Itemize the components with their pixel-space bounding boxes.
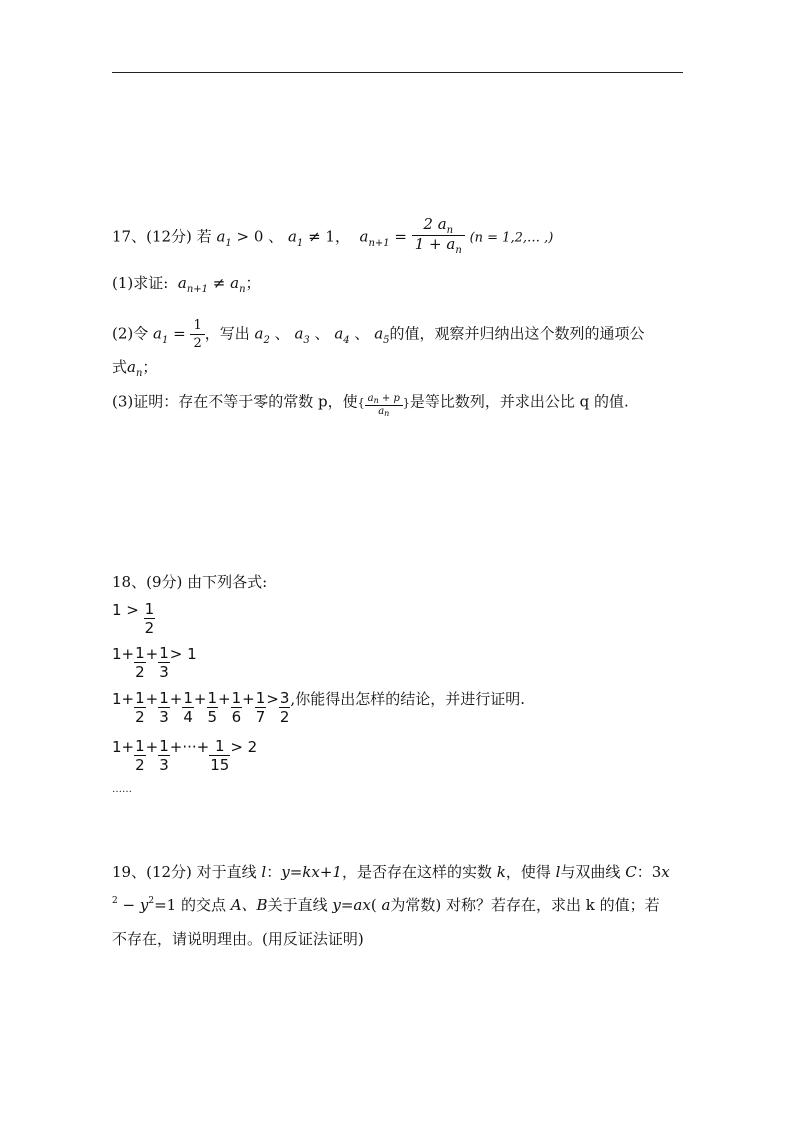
ellipsis: ……: [112, 784, 132, 795]
fraction-numerator: 1: [135, 737, 145, 755]
fraction-denominator: a: [378, 406, 385, 417]
subscript: 1: [225, 237, 232, 249]
fraction: [207, 689, 219, 726]
var-a: a: [230, 274, 240, 292]
var-a: a: [334, 324, 344, 343]
fraction-denominator: 7: [255, 708, 266, 726]
brace: }: [402, 396, 410, 410]
fraction-denominator: 2: [279, 708, 290, 726]
relation: ≠: [208, 274, 231, 292]
var-a: a: [153, 324, 162, 343]
text: ：3: [636, 863, 662, 881]
part-label: (2)令: [112, 324, 149, 343]
fraction: [134, 644, 146, 681]
text: 1+: [112, 690, 135, 708]
fraction-numerator: 2 a: [423, 215, 447, 233]
subscript: 4: [343, 334, 350, 346]
q18-line4: [112, 737, 257, 774]
plus: +: [145, 645, 159, 663]
plus: +: [145, 738, 159, 756]
subscript: 1: [296, 237, 304, 249]
separator: 、: [349, 324, 370, 343]
q17-label: 17、(12分) 若: [112, 227, 212, 246]
q18-line2: [112, 644, 197, 681]
fraction-numerator: 1: [209, 737, 230, 756]
fraction-denominator: 2: [144, 619, 155, 637]
greater-than: >: [266, 690, 279, 708]
q18-line3: [112, 689, 525, 726]
fraction-denominator: 3: [159, 708, 169, 726]
text: ，是否存在这样的实数: [341, 863, 497, 881]
q18-label: 18、(9分) 由下列各式:: [112, 573, 268, 591]
plus: +: [169, 690, 183, 708]
half-fraction: [190, 317, 204, 352]
fraction: [279, 689, 291, 726]
fraction-denominator: 1 + a: [414, 235, 456, 253]
fraction: [158, 644, 170, 681]
q17-part1: [112, 273, 261, 296]
fraction-numerator: 1: [159, 644, 169, 662]
text: ，写出: [204, 324, 250, 343]
text: > 2: [230, 738, 258, 756]
text: ，使得: [505, 863, 556, 881]
text: 1 >: [112, 601, 139, 619]
fraction-denominator: 3: [159, 756, 169, 774]
fraction: [255, 689, 267, 726]
text: 为常数) 对称？若存在，求出 k 的值；若: [390, 896, 660, 914]
fraction: [231, 689, 243, 726]
fraction-numerator: 1: [255, 689, 266, 707]
plus: +: [145, 690, 159, 708]
fraction-numerator: 1: [159, 689, 169, 707]
equals: =: [168, 324, 191, 343]
separator: 、: [309, 324, 330, 343]
subscript: 2: [263, 334, 270, 346]
var-a: a: [374, 324, 384, 343]
subscript: n: [239, 284, 246, 295]
fraction-denominator: 2: [135, 663, 145, 681]
var-a: a: [294, 324, 304, 343]
fraction-numerator: 1: [135, 644, 145, 662]
fraction: [209, 737, 230, 774]
fraction-numerator: 1: [183, 689, 193, 707]
fraction-numerator-rest: + p: [378, 393, 400, 404]
fraction-denominator: 2: [193, 336, 202, 351]
fraction-numerator: 1: [231, 689, 242, 707]
q17-part3: [112, 390, 629, 418]
subscript: n: [455, 245, 462, 256]
text: ：: [266, 863, 282, 881]
header-rule: [112, 72, 683, 73]
fraction-denominator: 15: [210, 756, 230, 774]
q17-part2: [112, 317, 645, 352]
subscript: n: [446, 225, 454, 236]
fraction-denominator: 6: [231, 708, 242, 726]
text: 与双曲线: [560, 863, 626, 881]
part-label: (3)证明：存在不等于零的常数 p，使: [112, 392, 358, 411]
fraction-numerator: 1: [159, 737, 169, 755]
subscript: n: [373, 396, 379, 405]
text: 不存在，请说明理由。(用反证法证明): [112, 930, 364, 948]
subscript: n+1: [368, 237, 390, 249]
superscript: 2: [148, 896, 155, 906]
var-a: a: [216, 227, 226, 246]
q17-part2-cont: [112, 357, 157, 380]
punctuation: ；: [245, 274, 261, 292]
fraction-numerator: 1: [190, 317, 204, 335]
recurrence-fraction: [412, 216, 465, 255]
fraction-denominator: 5: [207, 708, 218, 726]
subscript: n: [135, 368, 143, 379]
fraction-denominator: 3: [159, 663, 169, 681]
ratio-fraction: [365, 393, 403, 418]
q18-statement: [112, 572, 267, 592]
plus: +: [193, 690, 207, 708]
fraction: [158, 689, 170, 726]
fraction: [182, 689, 194, 726]
subscript: n+1: [186, 284, 208, 295]
var-y: − y: [117, 896, 149, 914]
text: 是等比数列，并求出公比 q 的值.: [409, 392, 629, 411]
fraction-denominator: 2: [135, 708, 145, 726]
var-l: l: [261, 863, 267, 881]
fraction-denominator: 4: [183, 708, 193, 726]
fraction: [134, 689, 146, 726]
var-x: x: [661, 863, 670, 881]
var-l: l: [555, 863, 561, 881]
question-text: ,你能得出怎样的结论，并进行证明.: [290, 690, 525, 708]
punctuation: ；: [142, 358, 158, 376]
fraction-numerator: a: [367, 393, 374, 404]
subscript: n: [384, 409, 390, 418]
separator: 、: [269, 324, 290, 343]
fraction: [134, 737, 146, 774]
var-a: a: [127, 358, 136, 376]
var-a: a: [254, 324, 264, 343]
subscript: 3: [303, 334, 310, 346]
fraction-sum: [134, 689, 266, 726]
relation: ≠ 1，: [303, 227, 350, 246]
fraction: [158, 737, 170, 774]
var-a: a: [381, 896, 391, 914]
fraction: [144, 600, 156, 637]
q17-statement: [112, 215, 554, 257]
fraction-denominator: 2: [135, 756, 145, 774]
text: 的值，观察并归纳出这个数列的通项公: [389, 324, 645, 343]
fraction-numerator: 1: [144, 600, 155, 618]
text: 式: [112, 358, 128, 376]
var-a: a: [287, 227, 297, 246]
text: > 1: [169, 645, 197, 663]
text: (: [370, 896, 382, 914]
fraction-numerator: 3: [279, 689, 290, 707]
relation: > 0 、: [231, 227, 284, 246]
var-a: a: [177, 274, 187, 292]
q18-line1: [112, 600, 155, 637]
var-c: C: [625, 863, 637, 881]
equals: =: [389, 227, 412, 246]
points-ab: A、B: [230, 896, 268, 914]
plus: +: [218, 690, 231, 708]
ellipsis-plus: +···+: [169, 738, 210, 756]
q19-line2: [112, 895, 660, 918]
line-equation: y=kx+1: [281, 863, 342, 881]
fraction-numerator: 1: [207, 689, 218, 707]
q19-label: 19、(12分) 对于直线: [112, 863, 262, 881]
text: =1 的交点: [154, 896, 231, 914]
subscript: 1: [161, 334, 169, 346]
index-range: (n = 1,2,… ,): [469, 230, 554, 246]
plus: +: [242, 690, 255, 708]
superscript: 2: [112, 896, 118, 906]
q19-line1: [112, 862, 670, 882]
brace: {: [357, 396, 365, 410]
var-a: a: [359, 227, 369, 246]
var-k: k: [496, 863, 506, 881]
part-label: (1)求证:: [112, 274, 169, 292]
q19-line3: [112, 929, 364, 949]
text: 1+: [112, 738, 135, 756]
q18-ellipsis: [112, 780, 132, 800]
text: 关于直线: [267, 896, 333, 914]
line-equation: y=ax: [332, 896, 371, 914]
subscript: 5: [383, 334, 390, 346]
text: 1+: [112, 645, 135, 663]
fraction-numerator: 1: [135, 689, 145, 707]
